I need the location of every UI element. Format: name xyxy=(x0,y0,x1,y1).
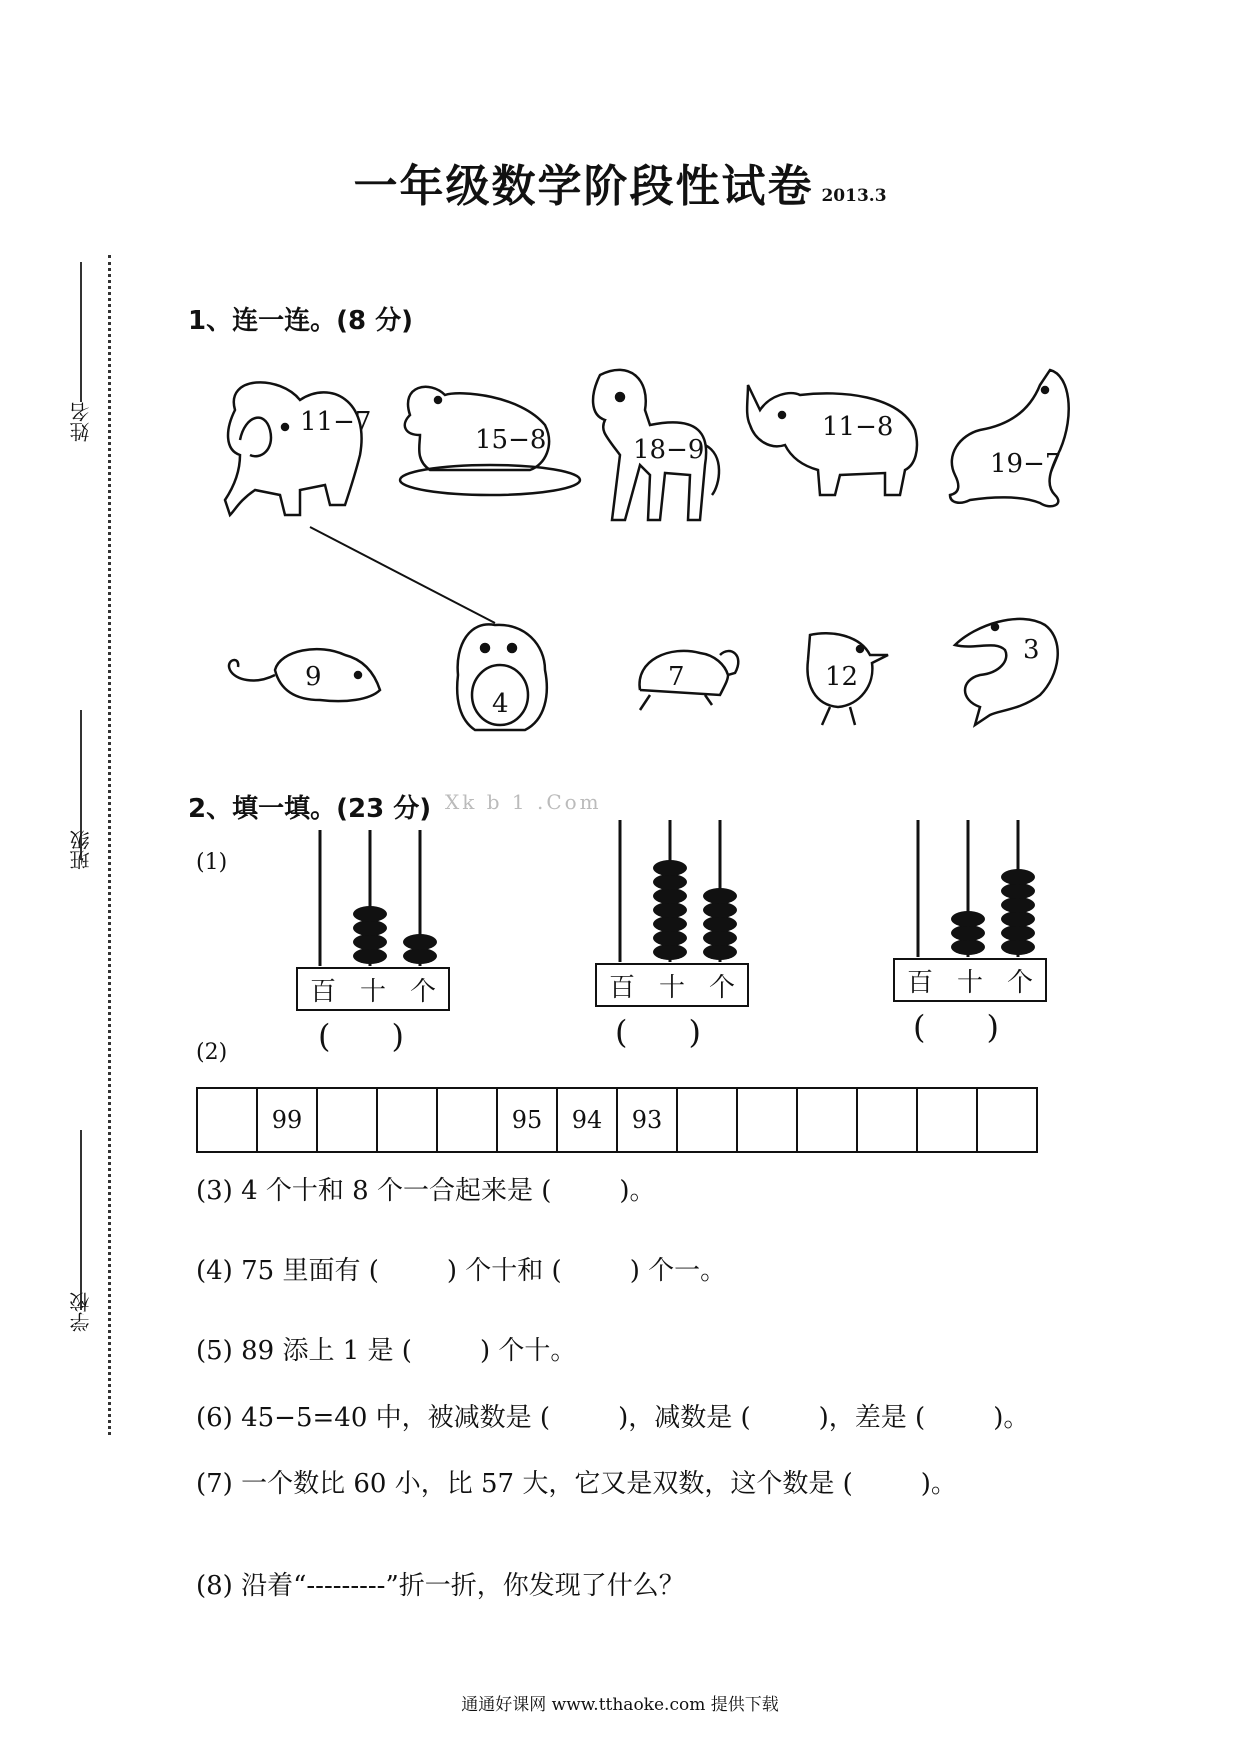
seq-cell[interactable] xyxy=(977,1088,1037,1152)
abacus-1-answer[interactable]: ( ) xyxy=(318,1017,404,1055)
abacus-bead xyxy=(951,911,985,927)
value-2: 4 xyxy=(492,689,509,719)
q3-suffix: )。 xyxy=(619,1176,656,1206)
q4-b: ) 个十和 ( xyxy=(446,1256,562,1286)
abacus-3-base xyxy=(893,958,1047,1002)
abacus-bead xyxy=(653,902,687,918)
section2-heading: 2、填一填。(23 分) xyxy=(188,794,432,824)
matching-area xyxy=(0,355,1240,755)
page-title xyxy=(0,150,1240,214)
abacus-bead xyxy=(653,888,687,904)
value-1: 9 xyxy=(305,662,322,692)
q6-b: )，减数是 ( xyxy=(618,1403,751,1433)
watermark: Xk b 1 .Com xyxy=(445,790,602,814)
abacus-bead xyxy=(1001,869,1035,885)
abacus-2-hundreds-label: 百 xyxy=(608,972,635,1003)
abacus-bead xyxy=(703,902,737,918)
value-3: 7 xyxy=(668,662,685,692)
q7-b: )。 xyxy=(920,1469,957,1499)
q4-a: (4) 75 里面有 ( xyxy=(196,1256,379,1286)
question-6 xyxy=(196,1397,1029,1434)
abacus-bead xyxy=(703,944,737,960)
abacus-1-tens-label: 十 xyxy=(359,976,386,1007)
abacus-2 xyxy=(620,820,737,962)
seq-cell[interactable]: 95 xyxy=(497,1088,557,1152)
abacus-bead xyxy=(403,934,437,950)
dolphin-icon[interactable] xyxy=(955,619,1058,725)
abacus-bead xyxy=(353,934,387,950)
abacus-bead xyxy=(653,874,687,890)
abacus-3-ones-label: 个 xyxy=(1006,967,1033,998)
abacus-bead xyxy=(703,916,737,932)
abacus-bead xyxy=(951,939,985,955)
expr-5: 19−7 xyxy=(990,449,1062,479)
turtle-icon[interactable] xyxy=(640,651,739,710)
expr-3: 18−9 xyxy=(633,435,705,465)
q4-c: ) 个一。 xyxy=(629,1256,727,1286)
title-date: 2013.3 xyxy=(821,186,887,206)
abacus-bead xyxy=(1001,883,1035,899)
abacus-bead xyxy=(353,920,387,936)
q1-label: (1) xyxy=(196,850,228,875)
school-write-line[interactable] xyxy=(80,1130,82,1310)
seq-cell[interactable]: 99 xyxy=(257,1088,317,1152)
abacus-2-answer[interactable]: ( ) xyxy=(615,1013,701,1051)
abacus-bead xyxy=(653,860,687,876)
seq-cell[interactable]: 94 xyxy=(557,1088,617,1152)
abacus-3-tens-label: 十 xyxy=(956,967,983,998)
abacus-1-ones-label: 个 xyxy=(409,976,436,1007)
question-5 xyxy=(196,1330,576,1367)
abacus-2-tens-label: 十 xyxy=(658,972,685,1003)
abacus-3 xyxy=(918,820,1035,957)
abacus-bead xyxy=(1001,925,1035,941)
number-sequence-table xyxy=(196,1087,1038,1153)
name-label: 姓名 xyxy=(69,402,93,442)
seq-cell[interactable] xyxy=(797,1088,857,1152)
abacus-bead xyxy=(1001,939,1035,955)
q6-d: )。 xyxy=(993,1403,1030,1433)
abacus-2-base xyxy=(595,963,749,1007)
expr-4: 11−8 xyxy=(822,412,894,442)
seal-icon[interactable] xyxy=(950,370,1069,506)
abacus-bead xyxy=(703,888,737,904)
question-4 xyxy=(196,1250,726,1287)
q3-prefix: (3) 4 个十和 8 个一合起来是 ( xyxy=(196,1176,552,1206)
abacus-3-answer[interactable]: ( ) xyxy=(913,1008,999,1046)
seq-cell[interactable] xyxy=(857,1088,917,1152)
abacus-bead xyxy=(653,944,687,960)
abacus-bead xyxy=(703,930,737,946)
question-3 xyxy=(196,1170,656,1207)
seq-cell[interactable] xyxy=(737,1088,797,1152)
abacus-1 xyxy=(320,830,437,966)
q2-label: (2) xyxy=(196,1040,228,1065)
section1-heading: 1、连一连。(8 分) xyxy=(188,306,413,336)
elephant-icon[interactable] xyxy=(225,382,362,515)
q5-a: (5) 89 添上 1 是 ( xyxy=(196,1336,412,1366)
question-8 xyxy=(196,1565,685,1602)
abacus-bead xyxy=(403,948,437,964)
seq-cell[interactable] xyxy=(197,1088,257,1152)
q8-b: ”折一折，你发现了什么？ xyxy=(385,1571,685,1601)
seq-cell[interactable] xyxy=(437,1088,497,1152)
abacus-1-hundreds-label: 百 xyxy=(309,976,336,1007)
class-label: 班级 xyxy=(69,830,93,870)
abacus-3-hundreds-label: 百 xyxy=(906,967,933,998)
q6-a: (6) 45−5=40 中，被减数是 ( xyxy=(196,1403,551,1433)
abacus-bead xyxy=(353,948,387,964)
q5-b: ) 个十。 xyxy=(479,1336,577,1366)
seq-cell[interactable] xyxy=(677,1088,737,1152)
expr-1: 11−7 xyxy=(300,407,372,437)
abacus-2-ones-label: 个 xyxy=(708,972,735,1003)
seq-cell[interactable] xyxy=(377,1088,437,1152)
seq-cell[interactable] xyxy=(917,1088,977,1152)
expr-2: 15−8 xyxy=(475,425,547,455)
abacus-bead xyxy=(653,930,687,946)
abacus-bead xyxy=(653,916,687,932)
abacus-bead xyxy=(353,906,387,922)
q7-a: (7) 一个数比 60 小，比 57 大，它又是双数，这个数是 ( xyxy=(196,1469,853,1499)
seq-cell[interactable] xyxy=(317,1088,377,1152)
q6-c: )，差是 ( xyxy=(818,1403,926,1433)
school-label: 学校 xyxy=(69,1292,93,1332)
abacus-1-base xyxy=(296,967,450,1011)
question-7 xyxy=(196,1463,957,1500)
q8-dashes: --------- xyxy=(306,1571,386,1601)
q8-a: (8) 沿着“ xyxy=(196,1571,307,1601)
value-5: 3 xyxy=(1023,635,1040,665)
abacus-bead xyxy=(1001,897,1035,913)
example-connect-line xyxy=(310,527,495,623)
title-text: 一年级数学阶段性试卷 xyxy=(353,161,814,212)
seq-cell[interactable]: 93 xyxy=(617,1088,677,1152)
footer-credit: 通通好课网 www.tthaoke.com 提供下载 xyxy=(461,1695,779,1715)
value-4: 12 xyxy=(825,662,859,692)
abacus-bead xyxy=(951,925,985,941)
abacus-bead xyxy=(1001,911,1035,927)
